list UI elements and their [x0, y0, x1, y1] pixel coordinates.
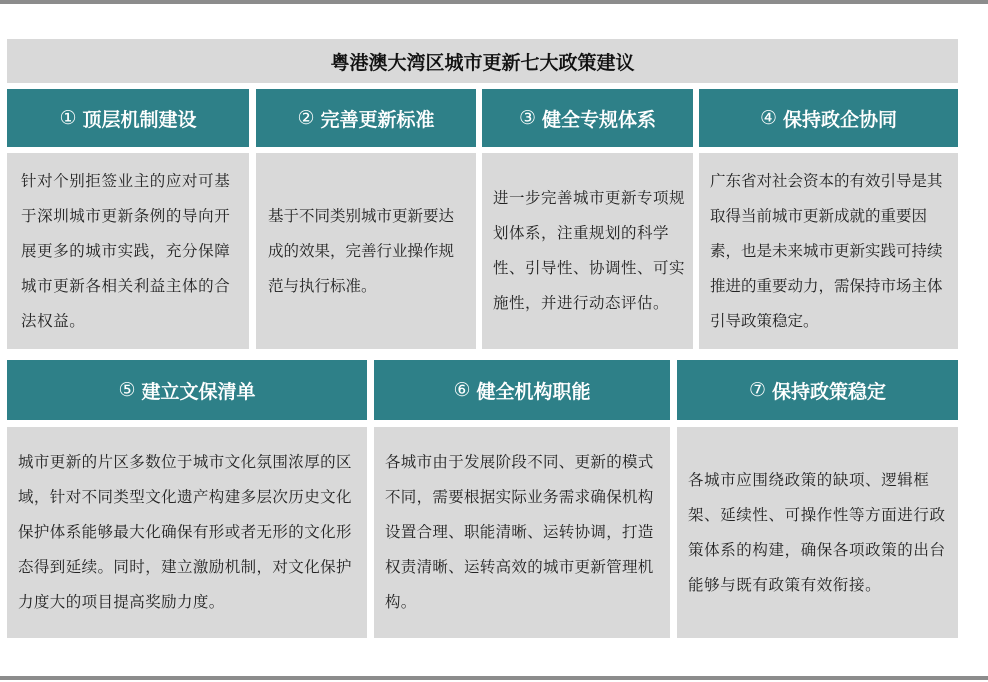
policy-6-label: 健全机构职能	[476, 380, 591, 403]
policy-7-number: ⑦	[748, 379, 767, 401]
policy-6-body	[374, 427, 670, 638]
policy-4-label: 保持政企协同	[783, 108, 898, 131]
top-rule	[0, 0, 988, 4]
policy-1-header	[7, 89, 249, 147]
policy-5-label: 建立文保清单	[141, 380, 256, 403]
policy-4-header	[699, 89, 958, 147]
policy-7-header	[677, 360, 958, 420]
policy-1-text: 针对个别拒签业主的应对可基于深圳城市更新条例的导向开展更多的城市实践，充分保障城市更新各相关利益主体的合法权益。	[21, 171, 231, 330]
policy-3-number: ③	[518, 107, 537, 129]
policy-2-label: 完善更新标准	[320, 108, 435, 131]
policy-5-header	[7, 360, 367, 420]
policy-2-header	[256, 89, 476, 147]
policy-2-text: 基于不同类别城市更新要达成的效果，完善行业操作规范与执行标准。	[268, 206, 455, 295]
policy-6-text: 各城市由于发展阶段不同、更新的模式不同，需要根据实际业务需求确保机构设置合理、职能清晰、运转协调，打造权责清晰、运转高效的城市更新管理机构。	[385, 453, 654, 611]
policy-6-number: ⑥	[453, 379, 471, 401]
bottom-rule	[0, 676, 988, 680]
diagram-title: 粤港澳大湾区城市更新七大政策建议	[7, 39, 958, 83]
policy-3-label: 健全专规体系	[542, 108, 657, 131]
policy-3-body	[482, 153, 693, 349]
policy-3-text: 进一步完善城市更新专项规划体系，注重规划的科学性、引导性、协调性、可实施性，并进行动态评估。	[493, 189, 686, 312]
policy-6-header	[374, 360, 670, 420]
policy-7-text: 各城市应围绕政策的缺项、逻辑框架、延续性、可操作性等方面进行政策体系的构建，确保各项政策的出台能够与既有政策有效衔接。	[688, 470, 946, 594]
policy-4-body	[699, 153, 958, 349]
policy-2-body	[256, 153, 476, 349]
policy-4-number: ④	[759, 107, 778, 129]
policy-3-header	[482, 89, 693, 147]
policy-1-body	[7, 153, 249, 349]
policy-1-number: ①	[59, 107, 77, 129]
policy-5-number: ⑤	[118, 379, 136, 401]
policy-7-label: 保持政策稳定	[772, 380, 887, 403]
policy-7-body	[677, 427, 958, 638]
policy-5-text: 城市更新的片区多数位于城市文化氛围浓厚的区域，针对不同类型文化遗产构建多层次历史文化保护体系能够最大化确保有形或者无形的文化形态得到延续。同时，建立激励机制，对文化保护力度大的项目提高奖励力度。	[18, 453, 352, 611]
policy-2-number: ②	[297, 107, 315, 129]
policy-1-label: 顶层机制建设	[82, 108, 197, 131]
policy-4-text: 广东省对社会资本的有效引导是其取得当前城市更新成就的重要因素，也是未来城市更新实践可持续推进的重要动力，需保持市场主体引导政策稳定。	[710, 171, 943, 330]
policy-5-body	[7, 427, 367, 638]
